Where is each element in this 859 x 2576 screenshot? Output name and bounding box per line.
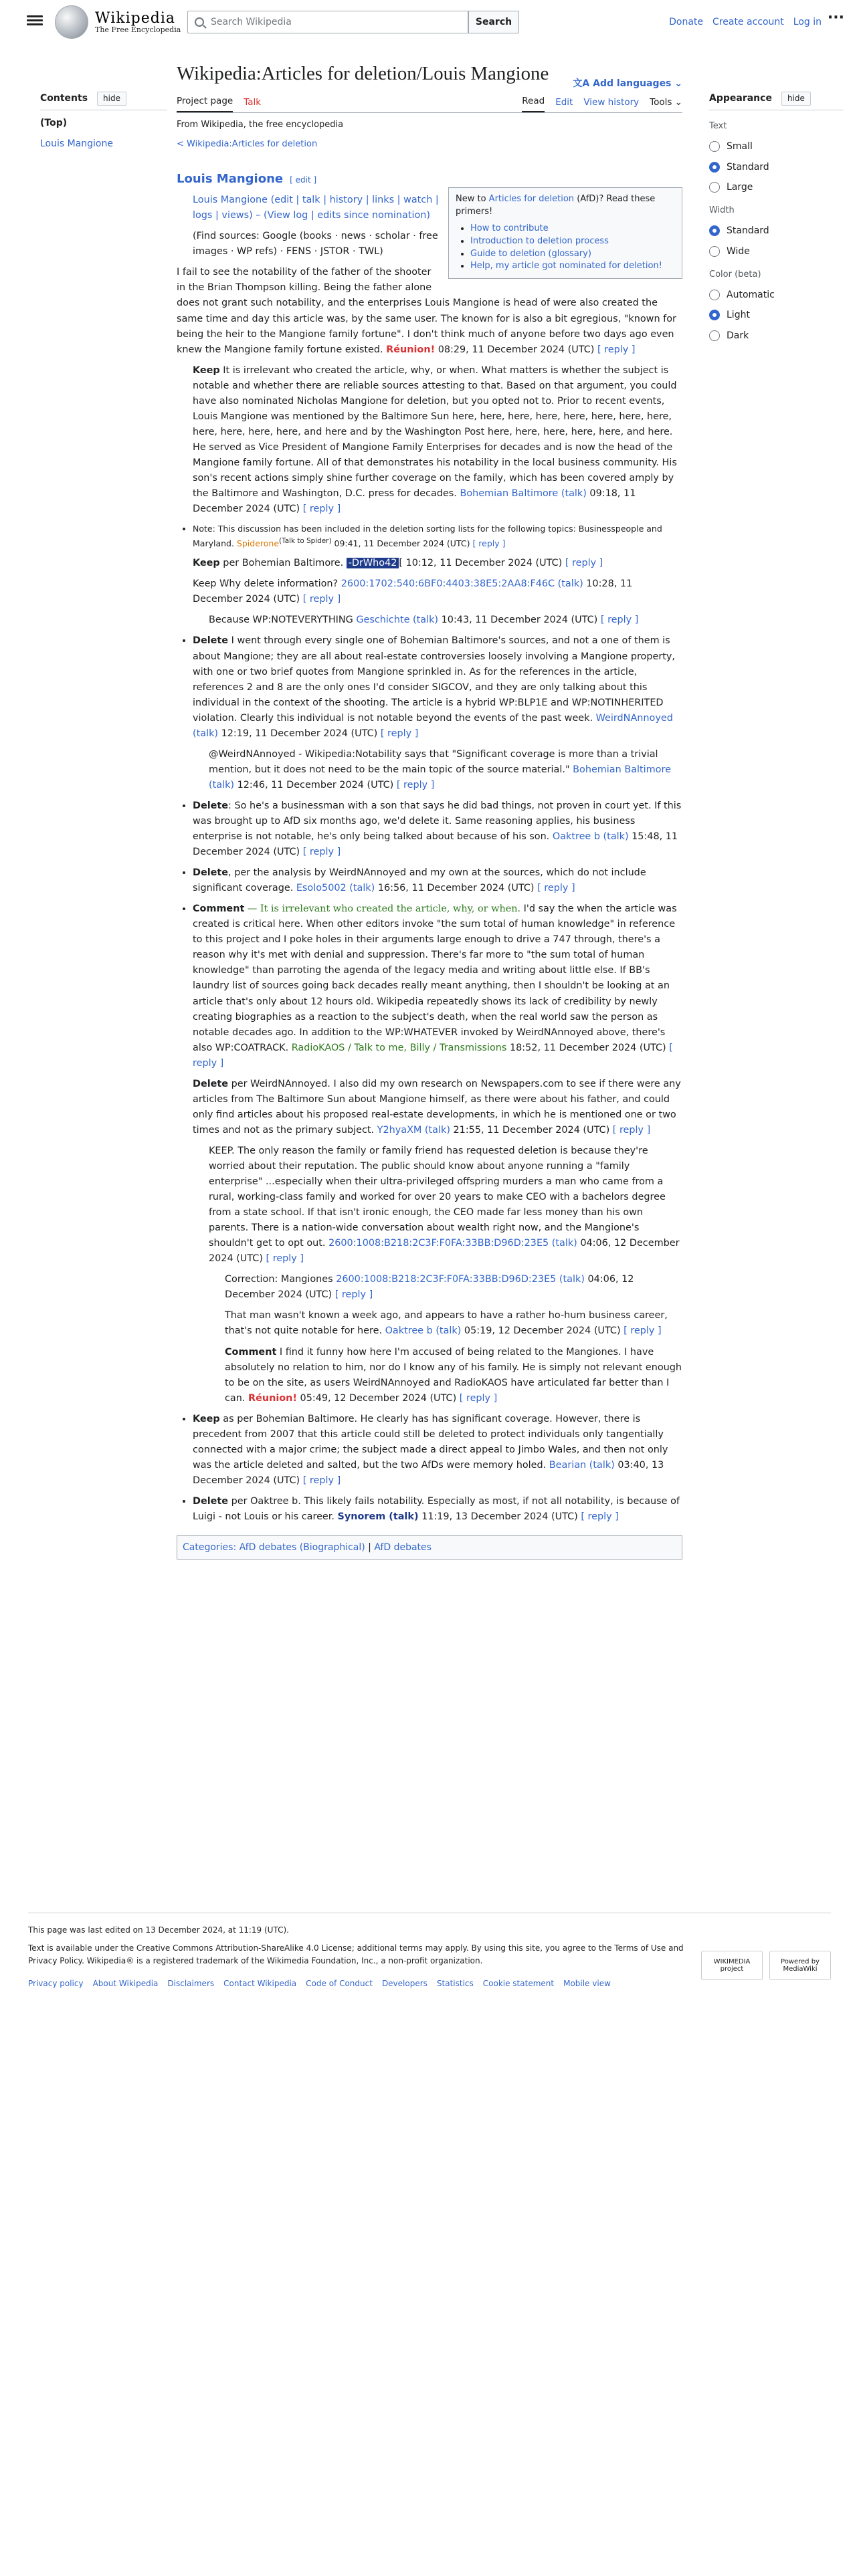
tab-talk[interactable]: Talk bbox=[244, 96, 262, 108]
timestamp: 05:19, 12 December 2024 (UTC) bbox=[461, 1325, 624, 1337]
appearance-hide-button[interactable]: hide bbox=[781, 92, 811, 106]
menu-icon[interactable] bbox=[27, 13, 43, 29]
user-signature[interactable]: WeirdNAnnoyed (talk) bbox=[193, 712, 673, 739]
primer-guide-deletion[interactable]: Guide to deletion (glossary) bbox=[470, 248, 591, 259]
user-signature[interactable]: 2600:1008:B218:2C3F:F0FA:33BB:D96D:23E5 (talk) bbox=[336, 1274, 585, 1285]
comment bbox=[193, 363, 682, 517]
talk-sup[interactable]: (Talk to Spider) bbox=[279, 537, 332, 546]
reply-link[interactable]: [ reply ] bbox=[612, 1124, 651, 1136]
footer-link[interactable]: Statistics bbox=[436, 1978, 474, 1988]
footer-link[interactable]: Privacy policy bbox=[28, 1978, 84, 1988]
timestamp: 09:41, 11 December 2024 (UTC) bbox=[331, 538, 473, 549]
quote-text: — It is irrelevant who created the article, why, or when. bbox=[244, 903, 521, 915]
primer-intro: New to bbox=[456, 194, 489, 205]
tab-edit[interactable]: Edit bbox=[555, 96, 573, 108]
option-label: Standard bbox=[727, 161, 769, 173]
donate-link[interactable]: Donate bbox=[669, 17, 704, 27]
comment-text: @WeirdNAnnoyed - Wikipedia:Notability says that "Significant coverage is more than a trivial mention, but it does not need to be the main topic of the source material." bbox=[209, 748, 658, 775]
vote: Delete bbox=[193, 635, 229, 647]
nomination-links[interactable]: Louis Mangione (edit | talk | history | links | watch | logs | views) – (View log | edits since nomination) bbox=[193, 195, 439, 221]
reply-link[interactable]: [ reply ] bbox=[380, 728, 419, 739]
comment-text: Correction: Mangiones bbox=[225, 1274, 337, 1285]
afd-primer-box bbox=[448, 187, 682, 279]
timestamp: 12:46, 11 December 2024 (UTC) bbox=[234, 779, 397, 790]
option-label: Automatic bbox=[727, 289, 775, 300]
personal-tools bbox=[669, 15, 822, 29]
text-size-label: Text bbox=[709, 121, 727, 132]
discussion-list bbox=[193, 522, 682, 550]
comment-text: I fail to see the notability of the father of the shooter in the Brian Thompson killing. Being the father alone does not grant such notability, and the enterprises Louis Mangione is head of were also created the same time and day this article was, by the same user. The known for is also a bit egregious, "known for being the heir to the Mangione family fortune". I don't think much of anyone before two days ago even knew the Mangione family fortune existed. bbox=[177, 267, 676, 355]
selected-signature[interactable]: -DrWho42 bbox=[347, 558, 399, 568]
search-icon bbox=[195, 17, 204, 27]
radio-selected-icon bbox=[709, 225, 720, 236]
list-item bbox=[193, 522, 682, 550]
reply-link[interactable]: [ reply ] bbox=[597, 344, 636, 355]
user-signature[interactable]: Oaktree b (talk) bbox=[385, 1325, 462, 1337]
footer-link[interactable]: Developers bbox=[381, 1978, 427, 1988]
reply-link[interactable]: [ reply ] bbox=[302, 1475, 341, 1486]
login-link[interactable]: Log in bbox=[793, 17, 822, 27]
timestamp: 10:28, 11 December 2024 (UTC) bbox=[193, 578, 633, 605]
timestamp: 08:29, 11 December 2024 (UTC) bbox=[435, 344, 597, 355]
timestamp: 16:56, 11 December 2024 (UTC) bbox=[375, 883, 538, 894]
reply-link[interactable]: [ reply ] bbox=[335, 1289, 373, 1301]
timestamp: 18:52, 11 December 2024 (UTC) bbox=[506, 1042, 670, 1053]
category-link[interactable]: AfD debates bbox=[374, 1542, 432, 1553]
text-standard-option[interactable] bbox=[709, 160, 843, 175]
footer-link[interactable]: Mobile view bbox=[563, 1978, 611, 1988]
vote: Delete bbox=[193, 1078, 229, 1089]
comment-text: as per Bohemian Baltimore. He clearly has has significant coverage. However, there is precedent from 2007 that this article could still be deleted to protect individuals only tangentially connected with a major crime; the subject made a direct appeal to Jimbo Wales, and then not only was the article deleted and salted, but the two AfDs were memory holed. bbox=[193, 1413, 668, 1471]
comment-text: I'd say the when the article was created is critical here. When other editors invoke "the sum total of human knowledge" in reference to this project and I poke holes in their arguments large enough to drive a 747 through, there's a reason why it's met with denial and suppression. There's far more to "the sum total of human knowledge" than parroting the agenda of the legacy media and writing about little else. If BB's laundry list of sources going back decades really meant anything, then I shouldn't be looking at an article that's only about 12 hours old. Wikipedia repeatedly shows its lack of credibility by newly creating biographies as a reaction to the subject's death, when the real world saw the person as notable decades ago. In addition to the WP:WHATEVER invoked by WeirdNAnnoyed above, there's also WP:COATRACK. bbox=[193, 903, 677, 1053]
mediawiki-badge[interactable]: Powered by MediaWiki bbox=[769, 1951, 831, 1980]
footer-link[interactable]: Contact Wikipedia bbox=[223, 1978, 297, 1988]
timestamp: 03:40, 13 December 2024 (UTC) bbox=[193, 1459, 664, 1486]
section-title: Louis Mangione bbox=[177, 172, 284, 187]
reply-link[interactable]: [ reply ] bbox=[302, 847, 341, 858]
vote: Delete bbox=[193, 800, 229, 811]
wikimedia-badge[interactable]: WIKIMEDIA project bbox=[701, 1951, 763, 1980]
comment-text: I went through every single one of Bohemian Baltimore's sources, and not a one of them is about Mangione; they are all about real-estate controversies loosely involving a Mangione property, with one or two brief quotes from Mangione sprinkled in. As for the references in the article, references 2 and 8 are the only ones I'd consider SIGCOV, and they are only talking about this individual in the context of the shooting. The article is a hybrid WP:BLP1E and WP:NOTINHERITED violation. Clearly this individual is not notable beyond the events of the past week. bbox=[193, 635, 675, 724]
section-heading bbox=[177, 171, 682, 187]
categories-label[interactable]: Categories: bbox=[183, 1542, 237, 1553]
radio-icon bbox=[709, 290, 720, 300]
comment bbox=[209, 613, 682, 628]
footer-link[interactable]: Disclaimers bbox=[167, 1978, 215, 1988]
user-signature[interactable]: Bohemian Baltimore (talk) bbox=[209, 764, 671, 790]
categories-box: Categories: AfD debates (Biographical) | AfD debates bbox=[177, 1535, 682, 1560]
comment bbox=[225, 1345, 682, 1406]
option-label: Large bbox=[727, 181, 753, 193]
option-label: Standard bbox=[727, 225, 769, 237]
user-signature[interactable]: Bearian (talk) bbox=[549, 1459, 615, 1471]
table-of-contents bbox=[40, 91, 167, 151]
appearance-title: Appearance bbox=[709, 93, 772, 104]
reply-link[interactable]: [ reply ] bbox=[472, 538, 506, 549]
text-large-option[interactable] bbox=[709, 180, 843, 195]
search-placeholder: Search Wikipedia bbox=[211, 16, 292, 27]
comment bbox=[193, 1077, 682, 1138]
comment bbox=[209, 747, 682, 793]
list-item bbox=[193, 901, 682, 1406]
comment-text: KEEP. The only reason the family or family friend has requested deletion is because they're worried about their reputation. The public should know about anyone running a "family enterprise" ...especially when their ultra-privileged offspring murders a man who came from a rural, working-class family and worked for over 20 years to make CEO with a bachelors degree from a state school. If that isn't ironic enough, the CEO made far less money than his own parents. There is a nation-wide conversation about wealth right now, and the Mangione's shouldn't get to opt out. bbox=[209, 1145, 666, 1249]
reply-link[interactable]: [ reply ] bbox=[624, 1325, 662, 1337]
footer-badges bbox=[701, 1951, 831, 1980]
comment-text: per WeirdNAnnoyed. I also did my own research on Newspapers.com to see if there were any articles from The Baltimore Sun about Mangione himself, as there were about his father, and could only find articles about his proposed real-estate developments, in which he is mentioned one or two times and not as the primary subject. bbox=[193, 1078, 681, 1136]
reply-link[interactable]: [ reply ] bbox=[600, 615, 639, 626]
vote: Keep bbox=[193, 558, 220, 569]
site-sub: From Wikipedia, the free encyclopedia bbox=[177, 120, 344, 130]
timestamp: 11:19, 13 December 2024 (UTC) bbox=[418, 1511, 581, 1522]
comment-text: , per the analysis by WeirdNAnnoyed and my own at the sources, which do not include significant coverage. bbox=[193, 867, 646, 894]
user-signature[interactable]: Spiderone bbox=[236, 538, 280, 549]
reply-link[interactable]: [ reply ] bbox=[459, 1392, 498, 1404]
vote: Keep bbox=[193, 364, 220, 376]
color-dark-option[interactable] bbox=[709, 328, 843, 343]
comment-text: Because WP:NOTEVERYTHING bbox=[209, 615, 357, 626]
footer-link[interactable]: Cookie statement bbox=[482, 1978, 555, 1988]
list-item bbox=[193, 1494, 682, 1525]
option-label: Dark bbox=[727, 330, 749, 341]
tab-read[interactable]: Read bbox=[522, 94, 545, 113]
search-input[interactable] bbox=[187, 11, 468, 33]
list-item bbox=[193, 798, 682, 860]
color-automatic-option[interactable] bbox=[709, 288, 843, 302]
comment-text: Note: This discussion has been included in the deletion sorting lists for the following topics: Businesspeople and Maryland. bbox=[193, 524, 662, 549]
user-signature[interactable]: Réunion! bbox=[386, 344, 436, 355]
header bbox=[0, 0, 859, 44]
timestamp: 04:06, 12 December 2024 (UTC) bbox=[225, 1274, 634, 1301]
vote: Delete bbox=[193, 1495, 229, 1507]
option-label: Small bbox=[727, 141, 753, 152]
page-title: Wikipedia:Articles for deletion/Louis Mangione bbox=[177, 63, 549, 84]
width-wide-option[interactable] bbox=[709, 244, 843, 259]
comment-text: Keep Why delete information? bbox=[193, 578, 341, 590]
primer-intro-deletion[interactable]: Introduction to deletion process bbox=[470, 235, 609, 246]
user-signature[interactable]: 2600:1008:B218:2C3F:F0FA:33BB:D96D:23E5 (talk) bbox=[328, 1238, 577, 1249]
back-link[interactable]: < Wikipedia:Articles for deletion bbox=[177, 139, 318, 150]
footer-link[interactable]: Code of Conduct bbox=[306, 1978, 373, 1988]
vote: Comment bbox=[225, 1346, 277, 1358]
vote: Comment bbox=[193, 903, 245, 915]
create-account-link[interactable]: Create account bbox=[712, 17, 784, 27]
comment bbox=[209, 1144, 682, 1267]
reply-link[interactable]: [ reply ] bbox=[565, 558, 603, 569]
comment bbox=[225, 1272, 682, 1303]
primer-intro-end: (AfD)? Read these primers! bbox=[456, 194, 656, 217]
user-signature[interactable]: Bohemian Baltimore (talk) bbox=[460, 488, 587, 500]
timestamp: 04:06, 12 December 2024 (UTC) bbox=[209, 1238, 680, 1265]
search-button[interactable]: Search bbox=[468, 11, 519, 33]
tab-view-history[interactable]: View history bbox=[583, 96, 640, 108]
radio-icon bbox=[709, 330, 720, 341]
primer-how-to-contribute[interactable]: How to contribute bbox=[470, 223, 549, 233]
reply-link[interactable]: [ reply ] bbox=[581, 1511, 619, 1522]
radio-selected-icon bbox=[709, 162, 720, 173]
timestamp: 12:19, 11 December 2024 (UTC) bbox=[218, 728, 381, 739]
radio-icon bbox=[709, 182, 720, 193]
page-tabs bbox=[177, 93, 682, 113]
add-languages-label: Add languages bbox=[593, 78, 672, 89]
reply-link[interactable]: [ reply ] bbox=[537, 883, 575, 894]
wordmark[interactable]: Wikipedia bbox=[95, 10, 175, 27]
last-edited: This page was last edited on 13 December 2024, at 11:19 (UTC). bbox=[28, 1925, 289, 1935]
user-signature[interactable]: RadioKAOS / Talk to me, Billy / Transmissions bbox=[291, 1042, 507, 1053]
reply-link[interactable]: [ reply ] bbox=[266, 1253, 304, 1265]
toc-hide-button[interactable]: hide bbox=[97, 92, 126, 106]
comment-text: That man wasn't known a week ago, and appears to have a rather ho-hum business career, that's not quite notable for here. bbox=[225, 1310, 668, 1337]
reply-link[interactable]: [ reply ] bbox=[302, 504, 341, 515]
tagline: The Free Encyclopedia bbox=[95, 25, 181, 34]
category-link[interactable]: AfD debates (Biographical) bbox=[239, 1542, 365, 1553]
translate-icon: 文A bbox=[573, 78, 593, 89]
radio-selected-icon bbox=[709, 310, 720, 320]
comment-text: per Bohemian Baltimore. bbox=[219, 558, 344, 569]
comment-text: It is irrelevant who created the article, why, or when. What matters is whether the subject is notable and whether there are reliable sources attesting to that. Based on that argument, you could have also nominated Nicholas Mangione for deletion, but you opted not to. Prior to recent events, Louis Mangione was mentioned by the Baltimore Sun here, here, here, here, here, here, here, here, here, here, here, here, and here and by the Washington Post here, here, here, here, here, and here. He served as Vice President of Mangione Family Enterprises for decades and is now the head of the Mangione family fortune. All of that demonstrates his notability in the local business community. His son's recent actions simply shine further coverage on the family, which has been covered amply by the Baltimore and Washington, D.C. press for decades. bbox=[193, 364, 677, 500]
color-label: Color (beta) bbox=[709, 269, 761, 280]
footer-link[interactable]: About Wikipedia bbox=[92, 1978, 159, 1988]
radio-icon bbox=[709, 141, 720, 152]
reply-link[interactable]: [ reply ] bbox=[302, 594, 341, 605]
more-options-icon[interactable]: ··· bbox=[827, 9, 844, 26]
list-item bbox=[193, 865, 682, 896]
main-content bbox=[177, 62, 682, 1560]
timestamp: 15:48, 11 December 2024 (UTC) bbox=[193, 831, 678, 858]
comment bbox=[225, 1308, 682, 1339]
user-signature[interactable]: Geschichte (talk) bbox=[356, 615, 439, 626]
user-signature[interactable]: Synorem (talk) bbox=[337, 1511, 419, 1522]
user-signature[interactable]: Oaktree b (talk) bbox=[552, 831, 629, 843]
reply-link[interactable]: [ reply ] bbox=[193, 1042, 673, 1069]
width-standard-option[interactable] bbox=[709, 223, 843, 238]
tools-label: Tools bbox=[650, 96, 672, 108]
color-light-option[interactable] bbox=[709, 308, 843, 322]
comment bbox=[193, 576, 682, 607]
timestamp: [ 10:12, 11 December 2024 (UTC) bbox=[399, 558, 565, 569]
list-item bbox=[193, 1412, 682, 1489]
option-label: Wide bbox=[727, 245, 750, 257]
text-small-option[interactable] bbox=[709, 139, 843, 154]
primer-help-nominated[interactable]: Help, my article got nominated for deletion! bbox=[470, 261, 662, 272]
footer bbox=[28, 1913, 831, 1990]
list-item bbox=[193, 633, 682, 792]
user-signature[interactable]: Y2hyaXM (talk) bbox=[377, 1124, 450, 1136]
radio-icon bbox=[709, 246, 720, 257]
discussion-list bbox=[193, 633, 682, 1525]
reply-link[interactable]: [ reply ] bbox=[396, 779, 435, 790]
toc-title: Contents bbox=[40, 93, 88, 104]
timestamp: 10:43, 11 December 2024 (UTC) bbox=[438, 615, 601, 626]
tab-project-page[interactable]: Project page bbox=[177, 94, 233, 113]
wikipedia-globe-logo[interactable] bbox=[55, 5, 88, 39]
user-signature[interactable]: Esolo5002 (talk) bbox=[296, 883, 375, 894]
vote: Delete bbox=[193, 867, 229, 879]
user-signature[interactable]: Réunion! bbox=[248, 1392, 297, 1404]
appearance-panel bbox=[709, 91, 843, 343]
comment-text: I find it funny how here I'm accused of being related to the Mangiones. I have absolutely no relation to him, nor do I know any of his family. He is simply not relevant enough to be on the site, as users WeirdNAnnoyed and RadioKAOS have articulated far better than I can. bbox=[225, 1346, 682, 1404]
vote: Keep bbox=[193, 1413, 220, 1424]
find-sources[interactable]: (Find sources: Google (books · news · scholar · free images · WP refs) · FENS · JSTOR · TWL) bbox=[193, 231, 438, 257]
section-edit-link[interactable]: [ edit ] bbox=[290, 175, 317, 185]
user-signature[interactable]: 2600:1702:540:6BF0:4403:38E5:2AA8:F46C (talk) bbox=[341, 578, 583, 590]
comment bbox=[193, 556, 682, 571]
toc-item-louis-mangione[interactable]: Louis Mangione bbox=[40, 138, 113, 149]
option-label: Light bbox=[727, 310, 750, 321]
comment-text: per Oaktree b. This likely fails notability. Especially as most, if not all notability, is because of Luigi - not Louis or his career. bbox=[193, 1495, 680, 1522]
afd-link[interactable]: Articles for deletion bbox=[488, 194, 575, 205]
comment-text: : So he's a businessman with a son that says he did bad things, not proven in court yet. If this was brought up to AfD six months ago, we'd delete it. Same reasoning applies, his business enterprise is not notable, he's only being talked about because of his son. bbox=[193, 800, 682, 843]
tab-tools[interactable]: Tools ⌄ bbox=[650, 96, 682, 113]
add-languages-button[interactable]: 文A Add languages ⌄ bbox=[573, 78, 682, 89]
timestamp: 21:55, 11 December 2024 (UTC) bbox=[450, 1124, 613, 1136]
toc-item-top[interactable]: (Top) bbox=[40, 118, 68, 129]
timestamp: 05:49, 12 December 2024 (UTC) bbox=[296, 1392, 460, 1404]
license-text: Text is available under the Creative Commons Attribution-ShareAlike 4.0 License; additional terms may apply. By using this site, you agree to the Terms of Use and Privacy Policy. Wikipedia® is a registered trademark of the Wikimedia Foundation, Inc., a non-profit organization. bbox=[28, 1943, 684, 1966]
width-label: Width bbox=[709, 205, 735, 216]
timestamp: 09:18, 11 December 2024 (UTC) bbox=[193, 488, 636, 515]
